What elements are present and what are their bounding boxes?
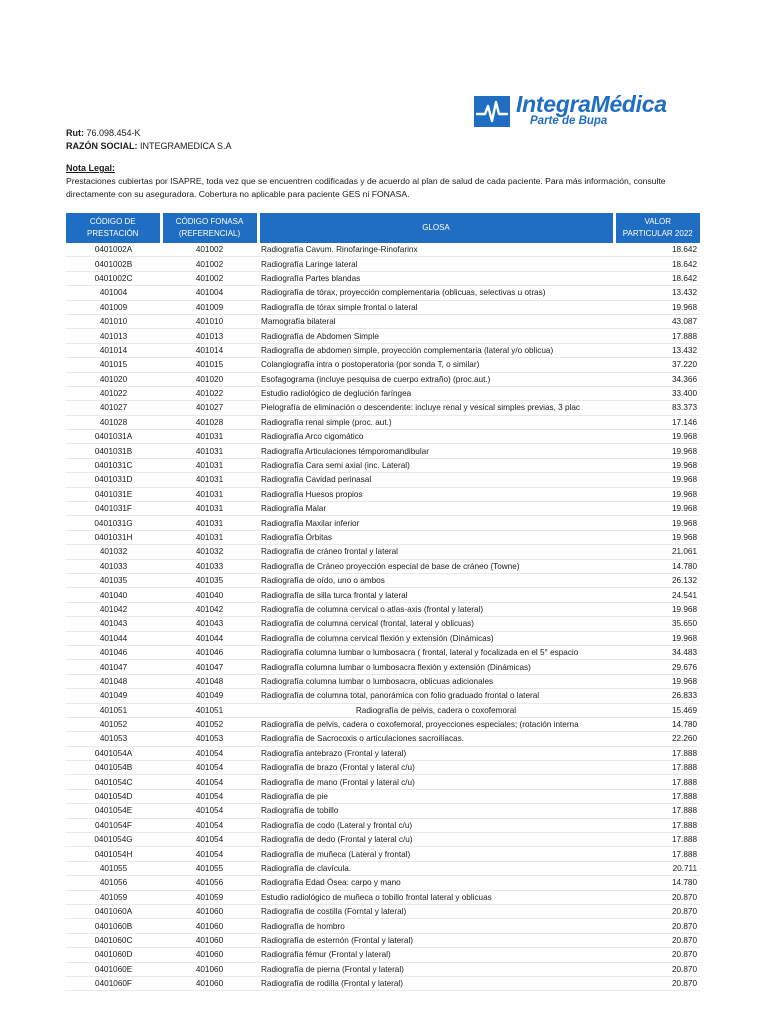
table-row (66, 804, 700, 818)
cell-codigo-prestacion: 0401054G (66, 833, 161, 847)
cell-codigo-fonasa: 401002 (161, 243, 258, 257)
table-row (66, 617, 700, 631)
cell-glosa: Radiografía de columna cervical o atlas-axis (frontal y lateral) (258, 602, 614, 616)
cell-codigo-prestacion: 0401031E (66, 487, 161, 501)
cell-codigo-prestacion: 401042 (66, 602, 161, 616)
table-row (66, 660, 700, 674)
cell-codigo-fonasa: 401054 (161, 833, 258, 847)
cell-glosa: Pielografía de eliminación o descendente: incluye renal y vesical simples previas, 3 plac (258, 401, 614, 415)
cell-glosa: Estudio radiológico de muñeca o tobillo frontal lateral y oblicuas (258, 890, 614, 904)
cell-codigo-fonasa: 401031 (161, 473, 258, 487)
cell-codigo-prestacion: 401051 (66, 703, 161, 717)
cell-codigo-fonasa: 401032 (161, 545, 258, 559)
cell-codigo-prestacion: 401020 (66, 372, 161, 386)
cell-valor: 20.870 (614, 962, 700, 976)
cell-codigo-fonasa: 401059 (161, 890, 258, 904)
table-row (66, 588, 700, 602)
cell-codigo-prestacion: 0401060C (66, 933, 161, 947)
cell-glosa: Radiografía Huesos propios (258, 487, 614, 501)
cell-glosa: Radiografía de cráneo frontal y lateral (258, 545, 614, 559)
cell-codigo-prestacion: 401032 (66, 545, 161, 559)
cell-valor: 19.968 (614, 487, 700, 501)
cell-valor: 29.676 (614, 660, 700, 674)
cell-codigo-prestacion: 0401060D (66, 948, 161, 962)
cell-valor: 19.968 (614, 473, 700, 487)
cell-glosa: Radiografía de silla turca frontal y lateral (258, 588, 614, 602)
table-row (66, 602, 700, 616)
cell-codigo-fonasa: 401056 (161, 876, 258, 890)
cell-glosa: Colangiografía intra o postoperatoria (por sonda T, o similar) (258, 358, 614, 372)
cell-codigo-fonasa: 401054 (161, 804, 258, 818)
cell-codigo-prestacion: 0401054H (66, 847, 161, 861)
cell-glosa: Radiografía de pierna (Frontal y lateral) (258, 962, 614, 976)
cell-codigo-fonasa: 401060 (161, 948, 258, 962)
cell-glosa: Radiografía de codo (Lateral y frontal c/u) (258, 818, 614, 832)
table-row (66, 257, 700, 271)
cell-codigo-fonasa: 401031 (161, 502, 258, 516)
cell-codigo-fonasa: 401054 (161, 818, 258, 832)
cell-glosa: Radiografía renal simple (proc. aut.) (258, 415, 614, 429)
legal-note-text: Prestaciones cubiertas por ISAPRE, toda vez que se encuentren codificadas y de acuerdo al plan de salud de cada paciente. Para más información, consulte directamente con su aseguradora. Cobertura no aplicable para paciente GES ni FONASA. (66, 176, 666, 199)
cell-codigo-fonasa: 401009 (161, 300, 258, 314)
cell-glosa: Radiografía Laringe lateral (258, 257, 614, 271)
table-row (66, 343, 700, 357)
cell-codigo-prestacion: 0401054D (66, 789, 161, 803)
cell-valor: 20.711 (614, 861, 700, 875)
cell-codigo-prestacion: 0401060E (66, 962, 161, 976)
cell-codigo-prestacion: 401059 (66, 890, 161, 904)
table-row (66, 631, 700, 645)
cell-valor: 33.400 (614, 386, 700, 400)
table-row (66, 976, 700, 990)
table-row (66, 444, 700, 458)
table-row (66, 502, 700, 516)
table-row (66, 573, 700, 587)
table-row (66, 746, 700, 760)
cell-valor: 14.780 (614, 559, 700, 573)
cell-glosa: Radiografía Cavum. Rinofaringe-Rinofarinx (258, 243, 614, 257)
heartbeat-logo-icon (474, 96, 510, 127)
cell-valor: 24.541 (614, 588, 700, 602)
rut-line (66, 127, 141, 139)
header-codigo-prestacion: CÓDIGO DE PRESTACIÓN (66, 213, 161, 243)
cell-glosa: Radiografía de columna total, panorámica con folio graduado frontal o lateral (258, 689, 614, 703)
cell-codigo-fonasa: 401060 (161, 976, 258, 990)
cell-codigo-prestacion: 401013 (66, 329, 161, 343)
table-row (66, 358, 700, 372)
cell-codigo-fonasa: 401054 (161, 746, 258, 760)
brand-name: IntegraMédica (516, 91, 667, 117)
cell-valor: 26.833 (614, 689, 700, 703)
table-row (66, 689, 700, 703)
cell-valor: 19.968 (614, 530, 700, 544)
cell-valor: 15.469 (614, 703, 700, 717)
cell-codigo-fonasa: 401052 (161, 717, 258, 731)
table-row (66, 775, 700, 789)
cell-glosa: Radiografía de pelvis, cadera o coxofemoral (258, 703, 614, 717)
cell-valor: 21.061 (614, 545, 700, 559)
table-row (66, 271, 700, 285)
table-row (66, 703, 700, 717)
table-row (66, 919, 700, 933)
cell-valor: 17.888 (614, 761, 700, 775)
cell-codigo-prestacion: 401009 (66, 300, 161, 314)
cell-valor: 19.968 (614, 602, 700, 616)
cell-glosa: Radiografía fémur (Frontal y lateral) (258, 948, 614, 962)
cell-glosa: Estudio radiológico de deglución faríngea (258, 386, 614, 400)
table-row (66, 645, 700, 659)
cell-glosa: Radiografía de clavícula. (258, 861, 614, 875)
cell-valor: 19.968 (614, 516, 700, 530)
table-row (66, 286, 700, 300)
cell-codigo-prestacion: 0401031A (66, 430, 161, 444)
table-row (66, 876, 700, 890)
cell-valor: 13.432 (614, 286, 700, 300)
table-row (66, 386, 700, 400)
cell-codigo-fonasa: 401054 (161, 775, 258, 789)
cell-valor: 17.888 (614, 329, 700, 343)
cell-codigo-fonasa: 401031 (161, 516, 258, 530)
cell-codigo-prestacion: 0401031H (66, 530, 161, 544)
cell-codigo-prestacion: 0401002B (66, 257, 161, 271)
cell-codigo-prestacion: 0401054E (66, 804, 161, 818)
cell-glosa: Radiografía Malar (258, 502, 614, 516)
table-row (66, 761, 700, 775)
table-row (66, 372, 700, 386)
rut-label: Rut: (66, 128, 84, 138)
cell-valor: 20.870 (614, 890, 700, 904)
cell-codigo-prestacion: 0401002A (66, 243, 161, 257)
table-row (66, 458, 700, 472)
cell-codigo-prestacion: 0401031B (66, 444, 161, 458)
cell-codigo-fonasa: 401054 (161, 789, 258, 803)
cell-codigo-prestacion: 0401054C (66, 775, 161, 789)
table-row (66, 243, 700, 257)
razon-social-value: INTEGRAMEDICA S.A (140, 141, 232, 151)
cell-valor: 22.260 (614, 732, 700, 746)
cell-codigo-fonasa: 401031 (161, 458, 258, 472)
cell-glosa: Radiografía de columna cervical (frontal, lateral y oblicuas) (258, 617, 614, 631)
cell-valor: 19.968 (614, 502, 700, 516)
cell-codigo-prestacion: 401027 (66, 401, 161, 415)
cell-codigo-prestacion: 0401054A (66, 746, 161, 760)
table-row (66, 933, 700, 947)
cell-glosa: Radiografía de tórax simple frontal o lateral (258, 300, 614, 314)
cell-valor: 20.870 (614, 919, 700, 933)
cell-glosa: Radiografía de brazo (Frontal y lateral c/u) (258, 761, 614, 775)
cell-glosa: Radiografía de costilla (Forntal y lateral) (258, 904, 614, 918)
cell-glosa: Radiografía de oído, uno o ambos (258, 573, 614, 587)
cell-codigo-prestacion: 401048 (66, 674, 161, 688)
cell-glosa: Radiografía de esternón (Frontal y lateral) (258, 933, 614, 947)
cell-codigo-prestacion: 401028 (66, 415, 161, 429)
cell-valor: 18.642 (614, 271, 700, 285)
cell-glosa: Radiografía Cavidad perinasal (258, 473, 614, 487)
cell-codigo-fonasa: 401031 (161, 444, 258, 458)
cell-valor: 20.870 (614, 904, 700, 918)
cell-glosa: Radiografía de dedo (Frontal y lateral c/u) (258, 833, 614, 847)
table-row (66, 473, 700, 487)
cell-valor: 20.870 (614, 948, 700, 962)
cell-valor: 19.968 (614, 674, 700, 688)
table-row (66, 415, 700, 429)
table-header-row (66, 213, 700, 243)
cell-valor: 17.888 (614, 804, 700, 818)
table-row (66, 904, 700, 918)
header-codigo-fonasa: CÓDIGO FONASA (REFERENCIAL) (161, 213, 258, 243)
cell-valor: 34.483 (614, 645, 700, 659)
cell-valor: 19.968 (614, 300, 700, 314)
table-row (66, 314, 700, 328)
table-row (66, 401, 700, 415)
cell-codigo-fonasa: 401040 (161, 588, 258, 602)
cell-valor: 20.870 (614, 976, 700, 990)
table-row (66, 833, 700, 847)
cell-codigo-fonasa: 401042 (161, 602, 258, 616)
cell-codigo-prestacion: 401044 (66, 631, 161, 645)
cell-codigo-prestacion: 401022 (66, 386, 161, 400)
cell-codigo-fonasa: 401054 (161, 761, 258, 775)
cell-codigo-prestacion: 0401054F (66, 818, 161, 832)
cell-glosa: Radiografía Articulaciones témporomandibular (258, 444, 614, 458)
cell-codigo-prestacion: 401035 (66, 573, 161, 587)
cell-codigo-fonasa: 401013 (161, 329, 258, 343)
cell-codigo-prestacion: 401049 (66, 689, 161, 703)
cell-codigo-prestacion: 401053 (66, 732, 161, 746)
cell-valor: 13.432 (614, 343, 700, 357)
cell-codigo-fonasa: 401060 (161, 962, 258, 976)
cell-valor: 19.968 (614, 631, 700, 645)
table-row (66, 530, 700, 544)
cell-valor: 17.888 (614, 746, 700, 760)
cell-glosa: Radiografía columna lumbar o lumbosacra, oblicuas adicionales (258, 674, 614, 688)
cell-codigo-fonasa: 401054 (161, 847, 258, 861)
cell-glosa: Radiografía de columna cervical flexión y extensión (Dinámicas) (258, 631, 614, 645)
table-row (66, 487, 700, 501)
cell-codigo-prestacion: 0401031F (66, 502, 161, 516)
cell-glosa: Radiografía de mano (Frontal y lateral c/u) (258, 775, 614, 789)
cell-valor: 34.366 (614, 372, 700, 386)
cell-glosa: Radiografía Partes blandas (258, 271, 614, 285)
cell-valor: 43.087 (614, 314, 700, 328)
table-row (66, 430, 700, 444)
cell-codigo-fonasa: 401033 (161, 559, 258, 573)
cell-codigo-prestacion: 401052 (66, 717, 161, 731)
cell-codigo-prestacion: 0401054B (66, 761, 161, 775)
cell-codigo-fonasa: 401035 (161, 573, 258, 587)
cell-codigo-prestacion: 401056 (66, 876, 161, 890)
table-row (66, 962, 700, 976)
cell-codigo-prestacion: 401046 (66, 645, 161, 659)
cell-glosa: Radiografía de muñeca (Lateral y frontal) (258, 847, 614, 861)
cell-codigo-fonasa: 401046 (161, 645, 258, 659)
cell-codigo-fonasa: 401031 (161, 430, 258, 444)
cell-codigo-fonasa: 401027 (161, 401, 258, 415)
cell-codigo-fonasa: 401010 (161, 314, 258, 328)
cell-codigo-fonasa: 401053 (161, 732, 258, 746)
cell-valor: 83.373 (614, 401, 700, 415)
cell-codigo-prestacion: 401047 (66, 660, 161, 674)
cell-codigo-fonasa: 401044 (161, 631, 258, 645)
table-row (66, 300, 700, 314)
cell-codigo-fonasa: 401048 (161, 674, 258, 688)
cell-valor: 17.146 (614, 415, 700, 429)
cell-codigo-prestacion: 0401060A (66, 904, 161, 918)
tariff-table (66, 213, 700, 991)
cell-valor: 19.968 (614, 430, 700, 444)
cell-codigo-prestacion: 401033 (66, 559, 161, 573)
brand-subtitle: Parte de Bupa (530, 115, 608, 127)
table-row (66, 861, 700, 875)
cell-glosa: Radiografía Cara semi axial (inc. Lateral) (258, 458, 614, 472)
table-row (66, 818, 700, 832)
rut-value: 76.098.454-K (86, 128, 141, 138)
cell-valor: 18.642 (614, 257, 700, 271)
cell-glosa: Radiografía de Abdomen Simple (258, 329, 614, 343)
cell-codigo-prestacion: 401015 (66, 358, 161, 372)
cell-valor: 14.780 (614, 717, 700, 731)
header-glosa: GLOSA (258, 213, 614, 243)
table-row (66, 948, 700, 962)
table-row (66, 717, 700, 731)
cell-codigo-prestacion: 401043 (66, 617, 161, 631)
table-row (66, 559, 700, 573)
cell-codigo-fonasa: 401015 (161, 358, 258, 372)
cell-valor: 37.220 (614, 358, 700, 372)
cell-valor: 17.888 (614, 847, 700, 861)
cell-codigo-prestacion: 401040 (66, 588, 161, 602)
cell-codigo-fonasa: 401028 (161, 415, 258, 429)
cell-glosa: Radiografía de Cráneo proyección especial de base de cráneo (Towne) (258, 559, 614, 573)
table-row (66, 890, 700, 904)
cell-glosa: Radiografía de hombro (258, 919, 614, 933)
cell-glosa: Radiografía de pie (258, 789, 614, 803)
cell-codigo-fonasa: 401031 (161, 530, 258, 544)
cell-glosa: Radiografía antebrazo (Frontal y lateral) (258, 746, 614, 760)
cell-glosa: Mamografía bilateral (258, 314, 614, 328)
integramedica-logo (474, 92, 699, 132)
razon-social-label: RAZÓN SOCIAL: (66, 141, 138, 151)
cell-valor: 26.132 (614, 573, 700, 587)
cell-codigo-fonasa: 401060 (161, 919, 258, 933)
cell-codigo-fonasa: 401002 (161, 271, 258, 285)
cell-valor: 19.968 (614, 444, 700, 458)
table-row (66, 516, 700, 530)
cell-glosa: Esofagograma (incluye pesquisa de cuerpo extraño) (proc.aut.) (258, 372, 614, 386)
cell-glosa: Radiografía de pelvis, cadera o coxofemoral, proyecciones especiales; (rotación interna (258, 717, 614, 731)
cell-codigo-prestacion: 0401060B (66, 919, 161, 933)
cell-valor: 35.650 (614, 617, 700, 631)
table-row (66, 789, 700, 803)
cell-valor: 19.968 (614, 458, 700, 472)
cell-codigo-fonasa: 401043 (161, 617, 258, 631)
table-row (66, 545, 700, 559)
header-valor-particular: VALOR PARTICULAR 2022 (614, 213, 700, 243)
cell-glosa: Radiografía Arco cigomático (258, 430, 614, 444)
table-body (66, 243, 700, 991)
cell-glosa: Radiografía Edad Ósea: carpo y mano (258, 876, 614, 890)
cell-valor: 17.888 (614, 775, 700, 789)
table-row (66, 674, 700, 688)
cell-glosa: Radiografía columna lumbar o lumbosacra flexión y extensión (Dinámicas) (258, 660, 614, 674)
cell-codigo-prestacion: 0401031G (66, 516, 161, 530)
cell-codigo-prestacion: 0401002C (66, 271, 161, 285)
table-row (66, 847, 700, 861)
table-row (66, 732, 700, 746)
cell-codigo-fonasa: 401055 (161, 861, 258, 875)
cell-codigo-fonasa: 401060 (161, 933, 258, 947)
cell-glosa: Radiografía Órbitas (258, 530, 614, 544)
cell-codigo-prestacion: 401010 (66, 314, 161, 328)
table-row (66, 329, 700, 343)
cell-valor: 14.780 (614, 876, 700, 890)
cell-glosa: Radiografía de Sacrocoxis o articulaciones sacroilíacas. (258, 732, 614, 746)
cell-valor: 17.888 (614, 818, 700, 832)
cell-valor: 17.888 (614, 789, 700, 803)
cell-codigo-fonasa: 401031 (161, 487, 258, 501)
legal-note-title: Nota Legal: (66, 163, 116, 173)
cell-glosa: Radiografía columna lumbar o lumbosacra ( frontal, lateral y focalizada en el 5° espacio (258, 645, 614, 659)
cell-glosa: Radiografía de abdomen simple, proyección complementaria (lateral y/o oblicua) (258, 343, 614, 357)
cell-codigo-fonasa: 401014 (161, 343, 258, 357)
cell-glosa: Radiografía de rodilla (Frontal y lateral) (258, 976, 614, 990)
cell-codigo-fonasa: 401004 (161, 286, 258, 300)
cell-codigo-prestacion: 401014 (66, 343, 161, 357)
cell-codigo-fonasa: 401049 (161, 689, 258, 703)
cell-codigo-prestacion: 0401060F (66, 976, 161, 990)
cell-codigo-fonasa: 401002 (161, 257, 258, 271)
cell-codigo-prestacion: 0401031D (66, 473, 161, 487)
cell-codigo-prestacion: 401055 (66, 861, 161, 875)
cell-valor: 20.870 (614, 933, 700, 947)
cell-codigo-fonasa: 401020 (161, 372, 258, 386)
cell-codigo-prestacion: 0401031C (66, 458, 161, 472)
cell-codigo-fonasa: 401047 (161, 660, 258, 674)
cell-valor: 17.888 (614, 833, 700, 847)
cell-valor: 18.642 (614, 243, 700, 257)
cell-codigo-fonasa: 401060 (161, 904, 258, 918)
cell-glosa: Radiografía de tórax, proyección complementaria (oblicuas, selectivas u otras) (258, 286, 614, 300)
cell-codigo-fonasa: 401022 (161, 386, 258, 400)
cell-codigo-fonasa: 401051 (161, 703, 258, 717)
razon-social-line (66, 140, 232, 152)
cell-glosa: Radiografía de tobillo (258, 804, 614, 818)
cell-codigo-prestacion: 401004 (66, 286, 161, 300)
cell-glosa: Radiografía Maxilar inferior (258, 516, 614, 530)
